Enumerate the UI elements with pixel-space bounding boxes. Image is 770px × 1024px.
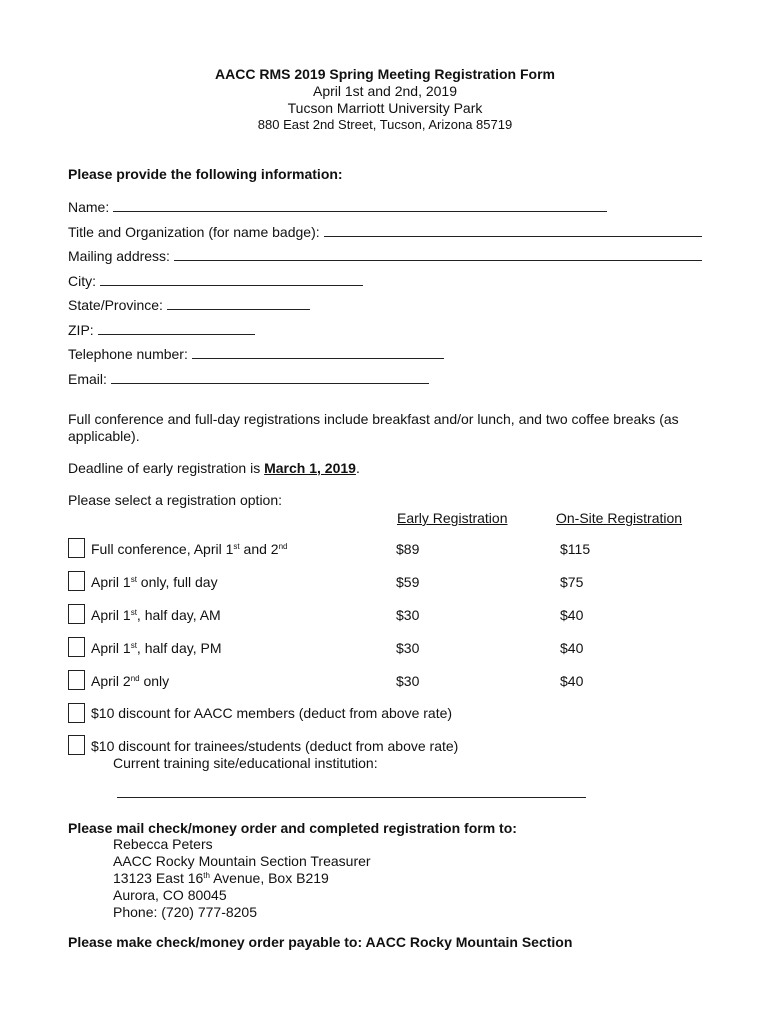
city-label: City: — [68, 273, 96, 289]
mailing-address-field — [68, 247, 702, 264]
state-label: State/Province: — [68, 297, 163, 313]
state-field — [68, 296, 310, 313]
payable-to: Please make check/money order payable to: AACC Rocky Mountain Section — [68, 934, 573, 950]
email-field — [68, 370, 429, 387]
onsite-price: $40 — [560, 607, 584, 623]
inclusion-note: Full conference and full-day registrations include breakfast and/or lunch, and two coffee breaks (as applicable). — [68, 411, 679, 444]
treasurer-phone: Phone: (720) 777-8205 — [113, 904, 257, 920]
treasurer-org: AACC Rocky Mountain Section Treasurer — [113, 853, 371, 869]
title-org-line[interactable] — [324, 223, 702, 237]
deadline-line — [68, 460, 360, 476]
email-line[interactable] — [111, 370, 429, 384]
name-field — [68, 198, 607, 215]
city-line[interactable] — [100, 272, 363, 286]
early-price: $30 — [396, 673, 420, 689]
onsite-price: $40 — [560, 673, 584, 689]
phone-field — [68, 345, 444, 362]
name-label: Name: — [68, 199, 110, 215]
student-discount-checkbox[interactable] — [68, 735, 85, 755]
early-price: $30 — [396, 640, 420, 656]
mail-address-block — [113, 836, 371, 921]
phone-label: Telephone number: — [68, 346, 188, 362]
venue-name: Tucson Marriott University Park — [287, 100, 483, 116]
option-checkbox[interactable] — [68, 637, 85, 657]
onsite-price: $40 — [560, 640, 584, 656]
info-heading: Please provide the following information: — [68, 166, 343, 182]
option-label: April 1st only, full day — [91, 574, 218, 590]
select-prompt: Please select a registration option: — [68, 492, 283, 508]
treasurer-name: Rebecca Peters — [113, 836, 213, 852]
meeting-dates: April 1st and 2nd, 2019 — [313, 83, 457, 99]
members-discount-label: $10 discount for AACC members (deduct from above rate) — [91, 705, 453, 721]
mailing-address-label: Mailing address: — [68, 248, 170, 264]
title-org-label: Title and Organization (for name badge): — [68, 224, 320, 240]
onsite-registration-header: On-Site Registration — [556, 510, 683, 526]
mail-heading: Please mail check/money order and completed registration form to: — [68, 820, 517, 836]
city-field — [68, 272, 363, 289]
name-line[interactable] — [113, 198, 607, 212]
deadline-prefix: Deadline of early registration is — [68, 460, 265, 476]
early-registration-header: Early Registration — [397, 510, 508, 526]
option-checkbox[interactable] — [68, 670, 85, 690]
treasurer-street: 13123 East 16th Avenue, Box B219 — [113, 870, 329, 886]
option-checkbox[interactable] — [68, 538, 85, 558]
training-site-label: Current training site/educational institution: — [113, 755, 378, 771]
treasurer-city: Aurora, CO 80045 — [113, 887, 227, 903]
option-label: April 2nd only — [91, 673, 170, 689]
deadline-date: March 1, 2019 — [264, 460, 356, 476]
option-label: Full conference, April 1st and 2nd — [91, 541, 288, 557]
email-label: Email: — [68, 371, 107, 387]
zip-field — [68, 321, 255, 338]
members-discount-checkbox[interactable] — [68, 703, 85, 723]
onsite-price: $115 — [560, 541, 591, 557]
option-checkbox[interactable] — [68, 604, 85, 624]
onsite-price: $75 — [560, 574, 584, 590]
early-price: $89 — [396, 541, 420, 557]
title-org-field — [68, 223, 702, 240]
training-site-line[interactable] — [117, 797, 586, 798]
deadline-suffix: . — [355, 460, 360, 476]
venue-address: 880 East 2nd Street, Tucson, Arizona 85719 — [257, 117, 513, 132]
phone-line[interactable] — [192, 345, 444, 359]
form-title: AACC RMS 2019 Spring Meeting Registration Form — [215, 66, 555, 82]
zip-label: ZIP: — [68, 322, 94, 338]
early-price: $59 — [396, 574, 420, 590]
state-line[interactable] — [167, 296, 310, 310]
student-discount-label: $10 discount for trainees/students (deduct from above rate) — [91, 738, 459, 754]
option-label: April 1st, half day, PM — [91, 640, 222, 656]
option-label: April 1st, half day, AM — [91, 607, 221, 623]
zip-line[interactable] — [98, 321, 255, 335]
mailing-address-line[interactable] — [174, 247, 702, 261]
early-price: $30 — [396, 607, 420, 623]
option-checkbox[interactable] — [68, 571, 85, 591]
